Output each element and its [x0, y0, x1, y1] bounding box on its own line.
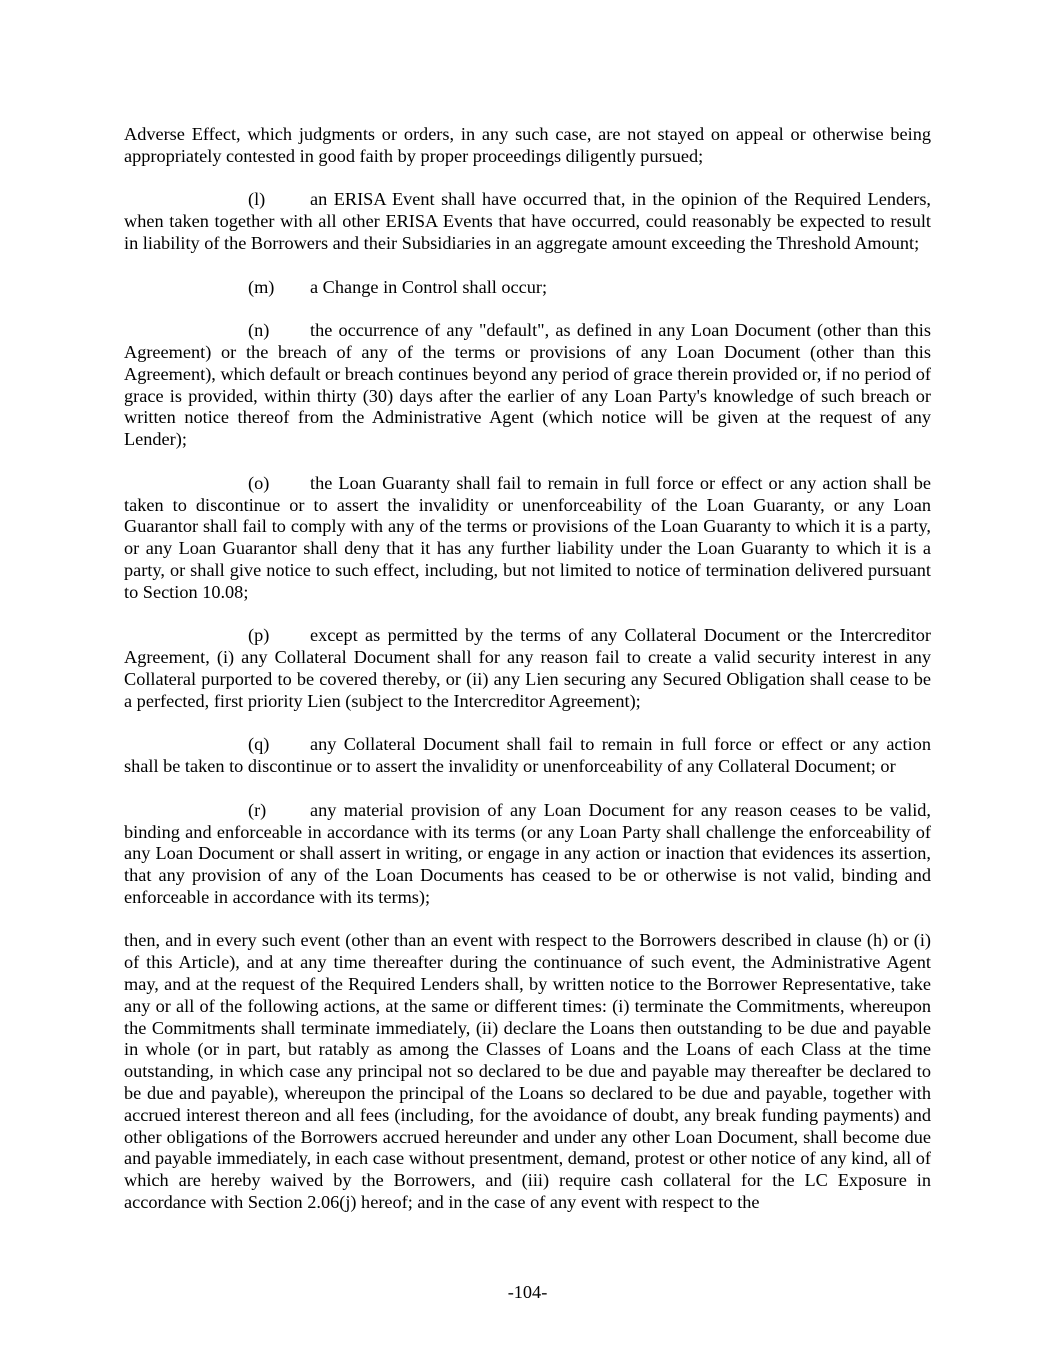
clause-label: (l) — [248, 189, 266, 210]
clause-label: (r) — [248, 799, 267, 820]
clause-label: (q) — [248, 734, 270, 755]
clause-r — [124, 800, 931, 909]
clause-p — [124, 625, 931, 712]
clause-text: the Loan Guaranty shall fail to remain in full force or effect or any action shall be taken to discontinue or to assert the invalidity or unenforceability of the Loan Guaranty, or any Loan Guarantor shall fail to comply with any of the terms or provisions of the Loan Guaranty to which it is a party, or any Loan Guarantor shall deny that it has any further liability under the Loan Guaranty to which it is a party, or shall give notice to such effect, including, but not limited to notice of termination delivered pursuant to Section 10.08; — [124, 472, 931, 602]
clause-text: a Change in Control shall occur; — [310, 276, 548, 297]
clause-label: (m) — [248, 276, 275, 297]
document-page — [124, 124, 931, 1236]
closing-paragraph: then, and in every such event (other than an event with respect to the Borrowers described in clause (h) or (i) of this Article), and at any time thereafter during the continuance of such event, the Administrative Agent may, and at the request of the Required Lenders shall, by written notice to the Borrower Representative, take any or all of the following actions, at the same or different times: (i) terminate the Commitments, whereupon the Commitments shall terminate immediately, (ii) declare the Loans then outstanding to be due and payable in whole (or in part, but ratably as among the Classes of Loans and the Loans of each Class at the time outstanding, in which case any principal not so declared to be due and payable may thereafter be declared to be due and payable), whereupon the principal of the Loans so declared to be due and payable, together with accrued interest thereon and all fees (including, for the avoidance of doubt, any break funding payments) and other obligations of the Borrowers accrued hereunder and under any other Loan Document, shall become due and payable immediately, in each case without presentment, demand, protest or other notice of any kind, all of which are hereby waived by the Borrowers, and (iii) require cash collateral for the LC Exposure in accordance with Section 2.06(j) hereof; and in the case of any event with respect to the — [124, 930, 931, 1213]
clause-text: an ERISA Event shall have occurred that, in the opinion of the Required Lenders, when taken together with all other ERISA Events that have occurred, could reasonably be expected to result in liability of the Borrowers and their Subsidiaries in an aggregate amount exceeding the Threshold Amount; — [124, 189, 931, 253]
page-number: -104- — [507, 1282, 548, 1302]
clause-text: any Collateral Document shall fail to remain in full force or effect or any action shall be taken to discontinue or to assert the invalidity or unenforceability of any Collateral Document; or — [124, 734, 931, 777]
clause-m — [124, 277, 931, 299]
clause-n — [124, 320, 931, 451]
clause-label: (p) — [248, 625, 270, 646]
clause-q — [124, 734, 931, 778]
clause-label: (n) — [248, 320, 270, 341]
clause-label: (o) — [248, 472, 270, 493]
clause-o — [124, 473, 931, 604]
opening-paragraph: Adverse Effect, which judgments or orders, in any such case, are not stayed on appeal or otherwise being appropriately contested in good faith by proper proceedings diligently pursued; — [124, 124, 931, 166]
clause-text: the occurrence of any "default", as defined in any Loan Document (other than this Agreement) or the breach of any of the terms or provisions of any Loan Document (other than this Agreement), which default or breach continues beyond any period of grace therein provided or, if no period of grace is provided, within thirty (30) days after the earlier of any Loan Party's knowledge of such breach or written notice thereof from the Administrative Agent (which notice will be given at the request of any Lender); — [124, 320, 931, 450]
clause-l — [124, 189, 931, 254]
clause-text: any material provision of any Loan Document for any reason ceases to be valid, binding and enforceable in accordance with its terms (or any Loan Party shall challenge the enforceability of any Loan Document or shall assert in writing, or engage in any action or inaction that evidences its assertion, that any provision of any of the Loan Documents has ceased to be or otherwise is not valid, binding and enforceable in accordance with its terms); — [124, 799, 931, 907]
clause-text: except as permitted by the terms of any Collateral Document or the Intercreditor Agreement, (i) any Collateral Document shall for any reason fail to create a valid security interest in any Collateral purported to be covered thereby, or (ii) any Lien securing any Secured Obligation shall cease to be a perfected, first priority Lien (subject to the Intercreditor Agreement); — [124, 625, 931, 711]
